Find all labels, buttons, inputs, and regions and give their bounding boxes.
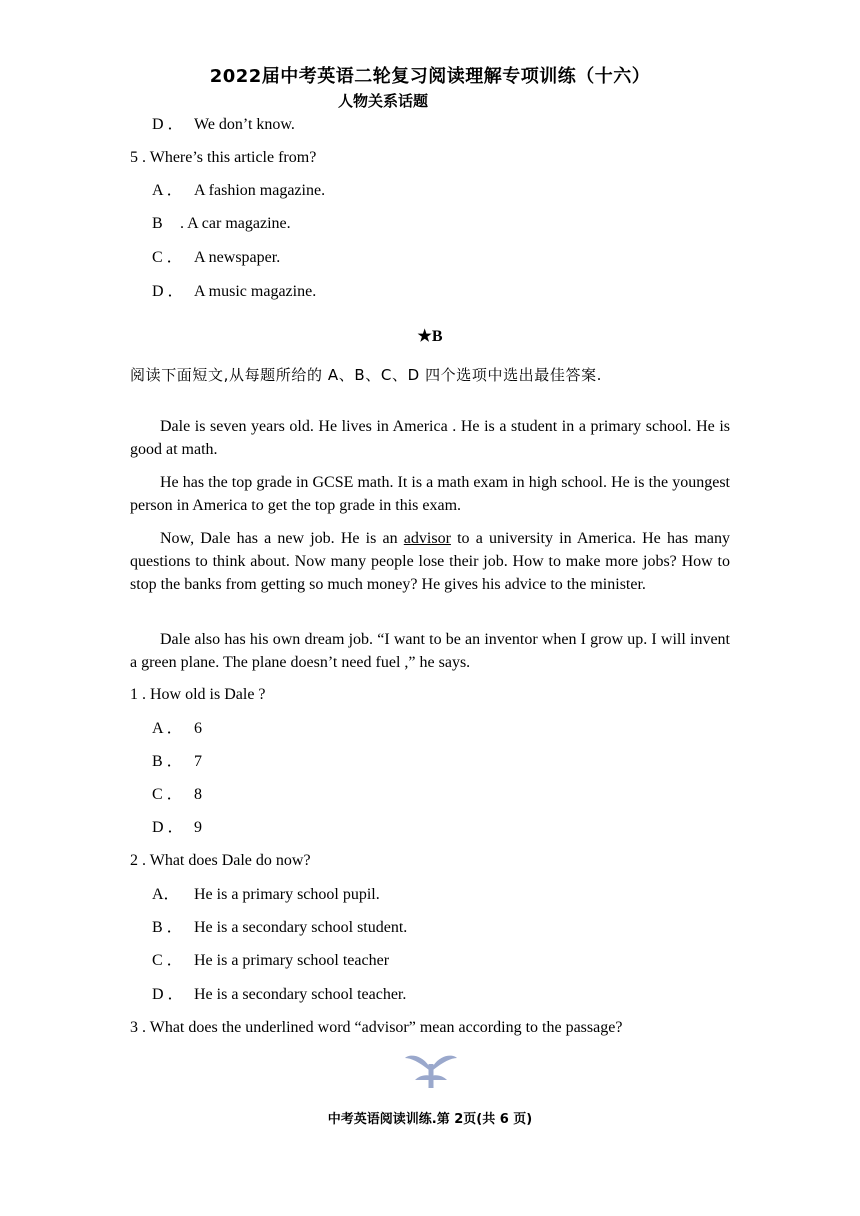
q5-option-b bbox=[152, 213, 291, 235]
passage-paragraph-3 bbox=[130, 527, 730, 596]
option-letter: C ． bbox=[152, 249, 183, 266]
option-text: 7 bbox=[194, 753, 202, 770]
option-text: He is a primary school pupil. bbox=[194, 886, 380, 903]
paragraph-text: Now, Dale has a new job. He is an bbox=[160, 530, 404, 547]
q1-option-d bbox=[152, 817, 202, 839]
q2-option-a bbox=[152, 884, 380, 906]
passage-paragraph-1: Dale is seven years old. He lives in America . He is a student in a primary school. He is good at math. bbox=[130, 418, 730, 458]
option-text: 8 bbox=[194, 786, 202, 803]
option-letter: D ． bbox=[152, 986, 184, 1003]
option-text: 9 bbox=[194, 819, 202, 836]
option-letter: D ． bbox=[152, 819, 184, 836]
passage-paragraph-2: He has the top grade in GCSE math. It is a math exam in high school. He is the youngest person in America to get the top grade in this exam. bbox=[130, 474, 730, 514]
question-1: 1 . How old is Dale ? bbox=[130, 686, 266, 703]
underlined-word-advisor: advisor bbox=[403, 530, 451, 547]
leaf-sprout-icon bbox=[403, 1050, 459, 1090]
option-d-prev bbox=[152, 114, 295, 136]
page-title: 2022届中考英语二轮复习阅读理解专项训练（十六） bbox=[209, 66, 651, 87]
page-footer: 中考英语阅读训练.第 2页(共 6 页) bbox=[327, 1112, 533, 1127]
q5-option-c bbox=[152, 247, 280, 269]
option-text: He is a secondary school student. bbox=[194, 919, 408, 936]
q5-option-a bbox=[152, 180, 325, 202]
q2-option-b bbox=[152, 917, 407, 939]
q2-option-c bbox=[152, 950, 389, 972]
option-text: He is a secondary school teacher. bbox=[194, 986, 407, 1003]
option-text: A music magazine. bbox=[194, 283, 317, 300]
option-letter: D ． bbox=[152, 116, 184, 133]
q1-option-a bbox=[152, 718, 202, 740]
option-letter: B ． bbox=[152, 753, 183, 770]
option-letter: A． bbox=[152, 886, 180, 903]
page-subtitle: 人物关系话题 bbox=[338, 92, 429, 110]
q1-option-c bbox=[152, 784, 202, 806]
option-text: He is a primary school teacher bbox=[194, 952, 390, 969]
paragraph-text: to a university in America. He has many questions to think about. Now many people lose their job. How to make more jobs? How to stop the banks from getting so much money? He gives his advice to the minister. bbox=[130, 530, 730, 593]
question-2: 2 . What does Dale do now? bbox=[130, 852, 311, 869]
option-letter: A ． bbox=[152, 720, 183, 737]
section-b-heading: ★B bbox=[417, 328, 443, 345]
option-letter: B bbox=[152, 215, 163, 232]
option-text: 6 bbox=[194, 720, 202, 737]
question-3: 3 . What does the underlined word “advisor” mean according to the passage? bbox=[130, 1019, 623, 1036]
option-letter: B ． bbox=[152, 919, 183, 936]
option-letter: D ． bbox=[152, 283, 184, 300]
passage-paragraph-4: Dale also has his own dream job. “I want to be an inventor when I grow up. I will invent a green plane. The plane doesn’t need fuel ,” he says. bbox=[130, 631, 730, 671]
option-text: . A car magazine. bbox=[180, 215, 291, 232]
option-text: A fashion magazine. bbox=[194, 182, 326, 199]
option-letter: C ． bbox=[152, 786, 183, 803]
option-text: We don’t know. bbox=[194, 116, 295, 133]
q5-option-d bbox=[152, 281, 316, 303]
option-letter: C ． bbox=[152, 952, 183, 969]
section-instruction: 阅读下面短文,从每题所给的 A、B、C、D 四个选项中选出最佳答案. bbox=[130, 366, 603, 384]
q2-option-d bbox=[152, 984, 406, 1006]
question-5: 5 . Where’s this article from? bbox=[130, 149, 317, 166]
option-text: A newspaper. bbox=[194, 249, 281, 266]
option-letter: A ． bbox=[152, 182, 183, 199]
q1-option-b bbox=[152, 751, 202, 773]
